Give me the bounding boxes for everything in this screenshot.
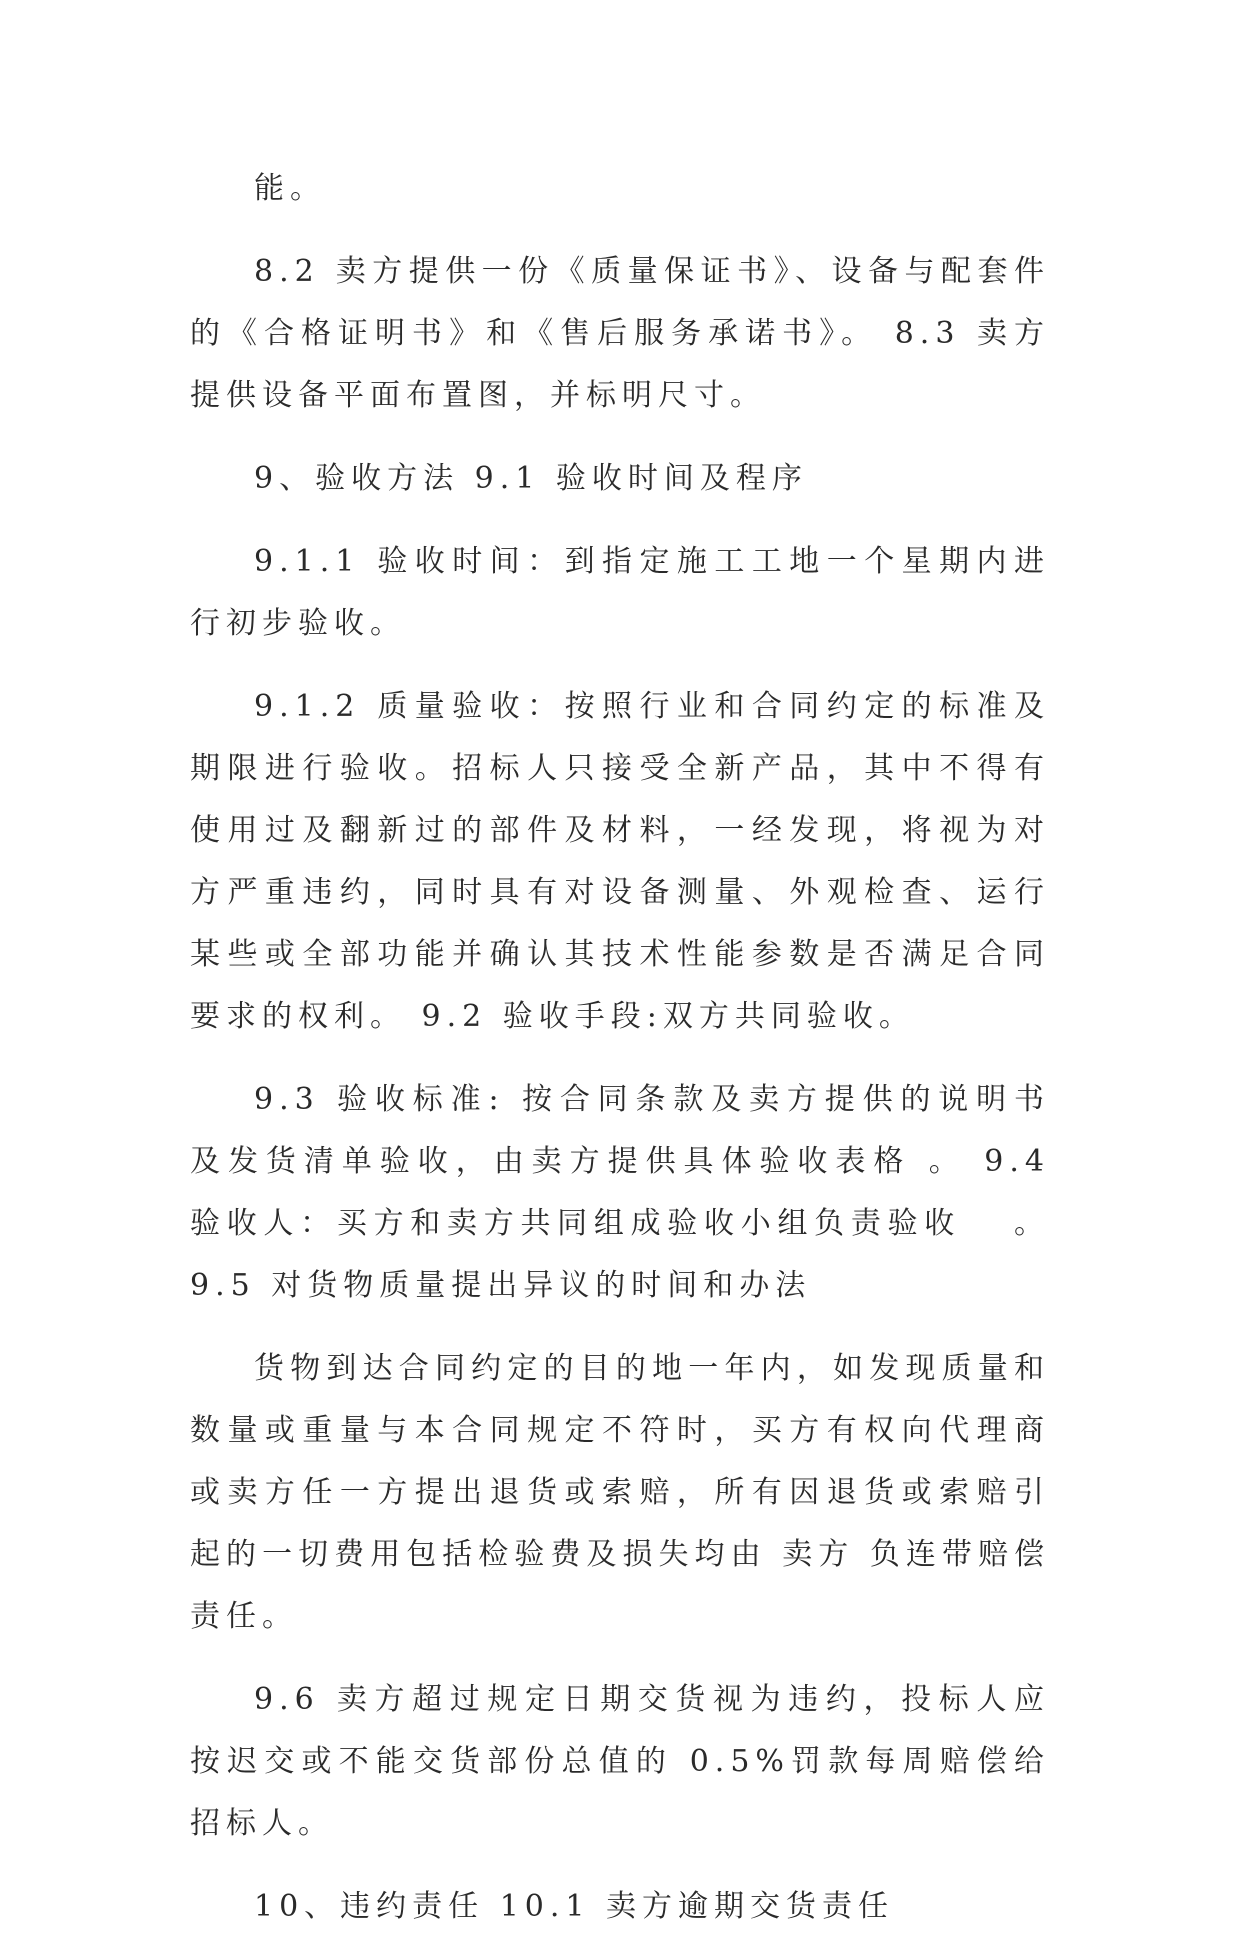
paragraph-5: 9.1.2 质量验收：按照行业和合同约定的标准及期限进行验收。招标人只接受全新产品，其中不得有使用过及翻新过的部件及材料，一经发现，将视为对方严重违约，同时具有对设备测量、外观检查、运行某些或全部功能并确认其技术性能参数是否满足合同要求的权利。 9.2 验收手段:双方共同验收。 bbox=[190, 689, 1050, 1034]
paragraph-4: 9.1.1 验收时间：到指定施工工地一个星期内进行初步验收。 bbox=[190, 544, 1050, 641]
paragraph-1: 能。 bbox=[254, 171, 326, 206]
paragraph-9: 10、违约责任 10.1 卖方逾期交货责任 bbox=[254, 1889, 895, 1924]
paragraph-8: 9.6 卖方超过规定日期交货视为违约，投标人应按迟交或不能交货部份总值的 0.5%罚款每周赔偿给招标人。 bbox=[190, 1682, 1050, 1841]
paragraph-6: 9.3 验收标准: 按合同条款及卖方提供的说明书及发货清单验收，由卖方提供具体验收表格 。 9.4 验收人：买方和卖方共同组成验收小组负责验收 。9.5 对货物质量提出异议的时间和办法 bbox=[190, 1082, 1050, 1303]
paragraph-2: 8.2 卖方提供一份《质量保证书》、设备与配套件的《合格证明书》和《售后服务承诺书》。 8.3 卖方提供设备平面布置图，并标明尺寸。 bbox=[190, 254, 1050, 413]
document-body bbox=[190, 158, 1050, 1959]
paragraph-3: 9、验收方法 9.1 验收时间及程序 bbox=[254, 461, 808, 496]
paragraph-7: 货物到达合同约定的目的地一年内，如发现质量和数量或重量与本合同规定不符时，买方有权向代理商或卖方任一方提出退货或索赔，所有因退货或索赔引起的一切费用包括检验费及损失均由 卖方 负连带赔偿责任。 bbox=[190, 1351, 1050, 1634]
